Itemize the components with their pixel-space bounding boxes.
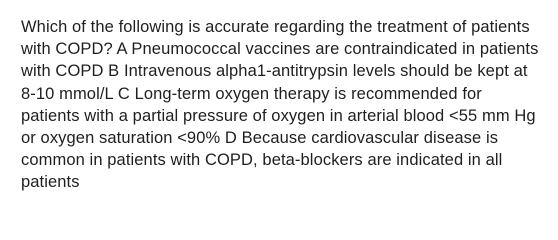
question-text: Which of the following is accurate regarding the treatment of patients with COPD? A Pneumococcal vaccines are contraindicated in patients with COPD B Intravenous alpha1-antitrypsin levels should be kept at 8-10 mmol/L C Long-term oxygen therapy is recommended for patients with a partial pressure of oxygen in arterial blood <55 mm Hg or oxygen saturation <90% D Because cardiovascular disease is common in patients with COPD, beta-blockers are indicated in all patients <box>21 18 539 192</box>
